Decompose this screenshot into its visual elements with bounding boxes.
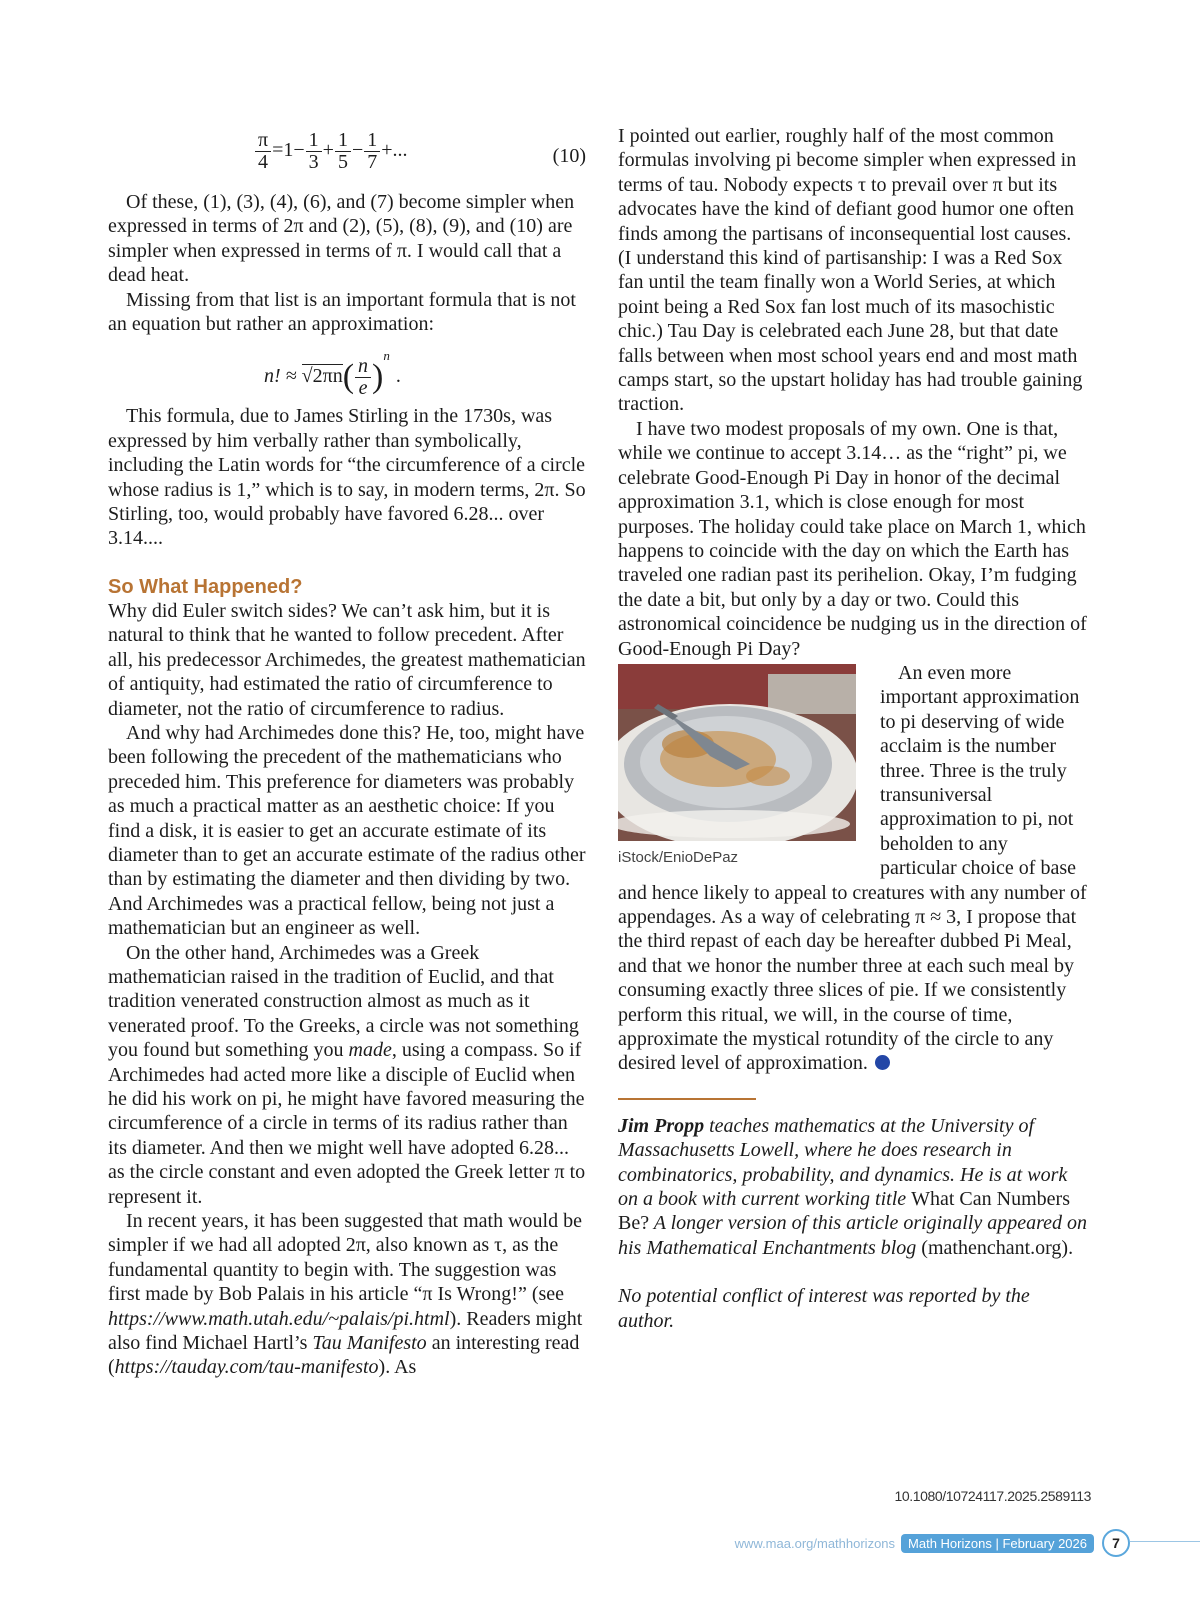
equation-10: $\frac{\pi}{4}$ =1− $\frac{1}{3}$ + $\frac{1}{5}$ − $\frac{1}{7}$ +... (10) <box>108 124 586 190</box>
footer-url[interactable]: www.maa.org/mathhorizons <box>734 1535 896 1551</box>
bio-divider <box>618 1098 756 1100</box>
blog-link[interactable]: (mathenchant.org). <box>921 1236 1074 1259</box>
link-palais[interactable]: https://www.math.utah.edu/~palais/pi.html <box>108 1307 450 1330</box>
fraction: $\frac{1}{3}$ <box>306 130 322 173</box>
paragraph: Of these, (1), (3), (4), (6), and (7) become simpler when expressed in terms of 2π and (2), (5), (8), (9), and (10) are simpler when expressed in terms of π. I would call that a dead heat. <box>108 191 575 287</box>
end-of-article-dot-icon <box>875 1055 890 1070</box>
link-tau-manifesto[interactable]: https://tauday.com/tau-manifesto <box>114 1356 379 1379</box>
fraction: $\frac{\pi}{4}$ <box>255 130 271 173</box>
author-bio: Jim Propp teaches mathematics at the University of Massachusetts Lowell, where he does research in combinatorics, probability, and dynamics. He is at work on a book with current working title What Can Numbers Be? A longer version of this article originally appeared on his Mathematical Enchantments blog (mathenchant.org). <box>618 1114 1088 1259</box>
page-footer <box>735 1528 1130 1558</box>
page-number: 7 <box>1102 1529 1130 1557</box>
paragraph: I pointed out earlier, roughly half of the most common formulas involving pi become simpler when expressed in terms of tau. Nobody expects τ to prevail over π but its advocates have the kind of defiant good humor one often finds among the partisans of inconsequential lost causes. (I understand this kind of partisanship: I was a Red Sox fan until the team finally won a World Series, at which point being a Red Sox fan lost much of its masochistic chic.) Tau Day is celebrated each June 28, but that date falls between when most school years end and most math camps start, so the upstart holiday has had trouble gaining traction. <box>618 125 1083 416</box>
photo-credit: iStock/EnioDePaz <box>618 848 739 866</box>
footer-line <box>1130 1541 1200 1542</box>
paragraph: I have two modest proposals of my own. One is that, while we continue to accept 3.14… as the “right” pi, we celebrate Good-Enough Pi Day in honor of the decimal approximation 3.1, which is close enough for most purposes. The holiday could take place on March 1, which happens to coincide with the day on which the Earth has traveled one radian past its perihelion. Okay, I’m fudging the date a bit, but only by a day or two. Could this astronomical coincidence be nudging us in the direction of Good-Enough Pi Day? <box>618 417 1087 660</box>
stirling-formula: n! ≈ √2πn( $\frac{n}{e}$ )$^n$. <box>264 348 401 400</box>
right-column <box>618 124 1088 1333</box>
conflict-statement: No potential conflict of interest was reported by the author. <box>618 1285 1030 1332</box>
left-column <box>108 124 586 1380</box>
empty-pie-tin-photo <box>618 664 856 841</box>
doi[interactable]: 10.1080/10724117.2025.2589113 <box>894 1488 1091 1504</box>
paragraph: Why did Euler switch sides? We can’t ask him, but it is natural to think that he wanted to follow precedent. After all, his predecessor Archimedes, the greatest mathematician of antiquity, had estimated the ratio of circumference to diameter, not the ratio of circumference to radius. <box>108 599 586 720</box>
paragraph: On the other hand, Archimedes was a Greek mathematician raised in the tradition of Euclid, and that tradition venerated construction almost as much as it venerated proof. To the Greeks, a circle was not something you found but something you made, using a compass. So if Archimedes had acted more like a disciple of Euclid when he did his work on pi, he might have favored measuring the circumference of a circle in terms of its radius rather than its diameter. And then we might well have adopted 6.28... as the circle constant and even adopted the Greek letter π to represent it. <box>108 941 586 1208</box>
section-heading: So What Happened? <box>108 575 303 598</box>
paragraph: Missing from that list is an important formula that is not an equation but rather an approximation: <box>108 288 576 336</box>
journal-issue-badge: Math Horizons | February 2026 <box>901 1534 1094 1553</box>
fraction: $\frac{1}{5}$ <box>335 130 351 173</box>
paragraph: In recent years, it has been suggested that math would be simpler if we had all adopted 2π, also known as τ, as the fundamental quantity to begin with. The suggestion was first made by Bob Palais in his article “π Is Wrong!” (see https://www.math.utah.edu/~palais/pi.html). Readers might also find Michael Hartl’s Tau Manifesto an interesting read (https://tauday.com/tau-manifesto). As <box>108 1210 583 1379</box>
author-name: Jim Propp <box>618 1114 705 1137</box>
pie-tin-photo-figure <box>618 664 856 867</box>
paragraph: And why had Archimedes done this? He, too, might have been following the precedent of the mathematicians who preceded him. This preference for diameters was probably as much a practical matter as an aesthetic choice: If you find a disk, it is easier to get an accurate estimate of its diameter than to get an accurate estimate of the radius other than by estimating the diameter and then dividing by two. And Archimedes was a practical fellow, being not just a mathematician but an engineer as well. <box>108 721 586 940</box>
fraction: $\frac{1}{7}$ <box>364 130 380 173</box>
paragraph: An even more important approximation to pi deserving of wide acclaim is the number three. Three is the truly transuniversal approximation to pi, not beholden to any particular choice of base and hence likely to appeal to creatures with any number of appendages. As a way of celebrating π ≈ 3, I propose that the third repast of each day be hereafter dubbed Pi Meal, and that we honor the number three at each such meal by consuming exactly three slices of pie. If we consistently perform this ritual, we will, in the course of time, approximate the mystical rotundity of the circle to any desired level of approximation. <box>618 661 1087 1075</box>
fraction: $\frac{n}{e}$ <box>355 356 371 399</box>
paragraph: This formula, due to James Stirling in the 1730s, was expressed by him verbally rather than symbolically, including the Latin words for “the circumference of a circle whose radius is 1,” which is to say, in modern terms, 2π. So Stirling, too, would probably have favored 6.28... over 3.14.... <box>108 405 586 550</box>
equation-number: (10) <box>552 145 586 167</box>
